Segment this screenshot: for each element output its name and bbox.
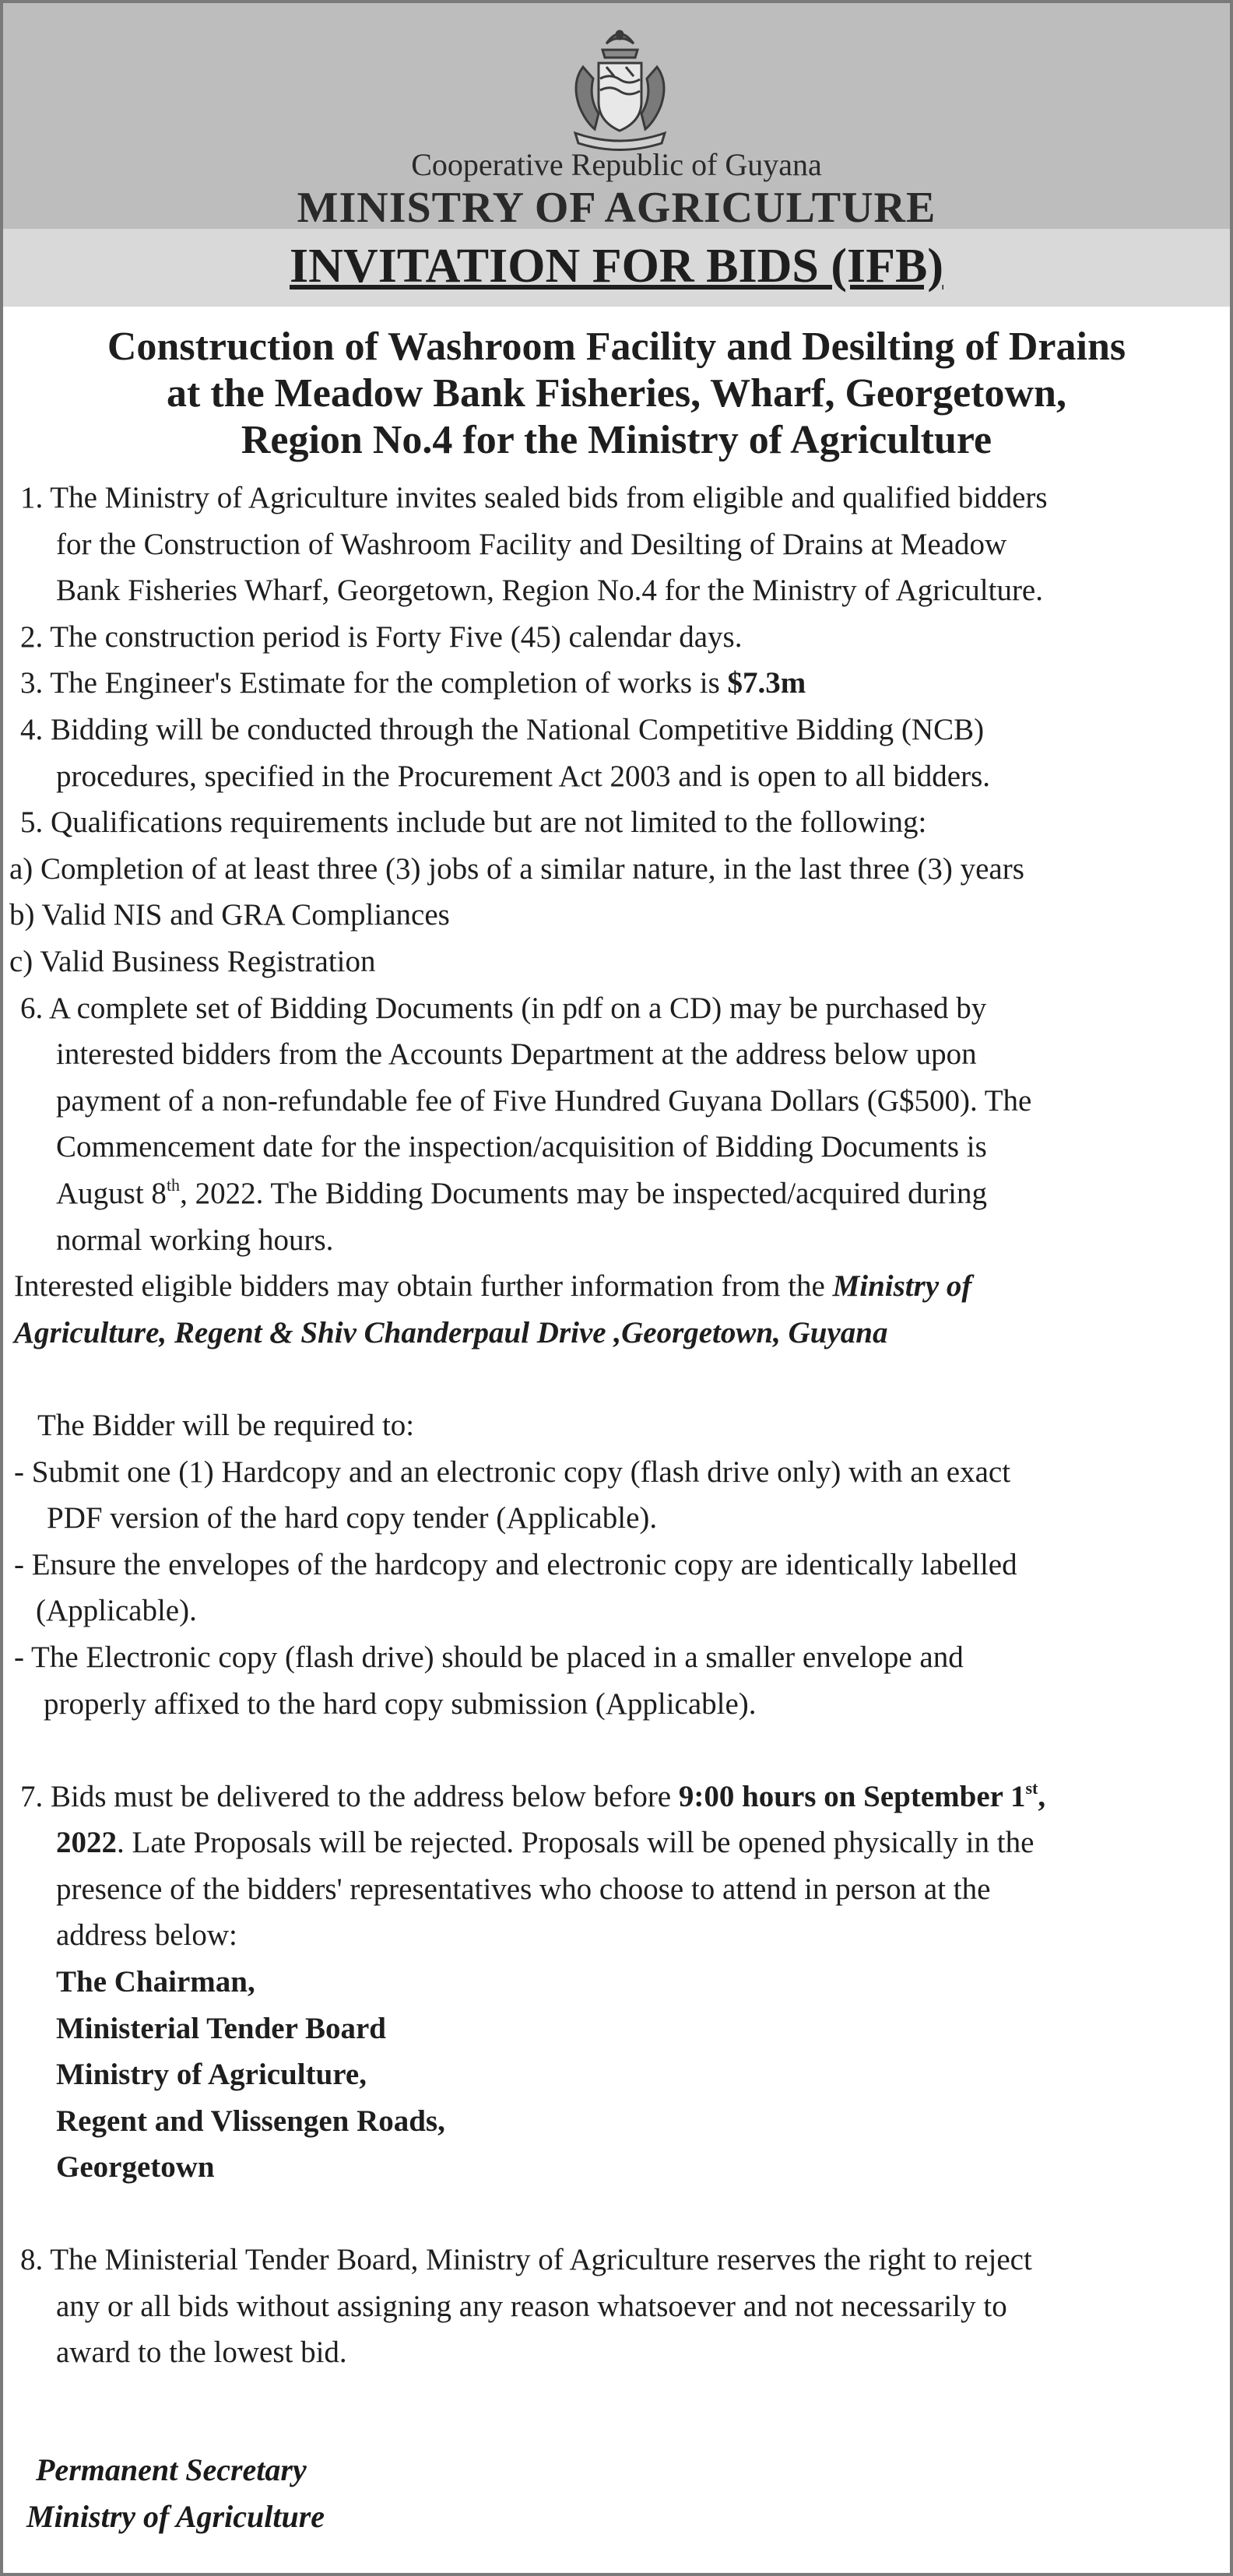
item-7-line xyxy=(56,1820,1034,1866)
coat-of-arms-icon xyxy=(564,20,676,153)
advertisement-page xyxy=(3,3,1230,2573)
project-title-line: at the Meadow Bank Fisheries, Wharf, Georgetown, xyxy=(167,371,1066,416)
address-line: Georgetown xyxy=(56,2150,215,2184)
address-line: The Chairman, xyxy=(56,1965,255,1999)
requirements-intro: The Bidder will be required to: xyxy=(37,1409,415,1442)
deadline-year: 2022 xyxy=(56,1826,117,1859)
item-7-text: 7. Bids must be delivered to the address below before xyxy=(20,1780,679,1813)
item-6-line: payment of a non-refundable fee of Five Hundred Guyana Dollars (G$500). The xyxy=(56,1084,1032,1118)
header-panel xyxy=(3,3,1230,307)
deadline: , xyxy=(1038,1780,1046,1813)
commencement-date: August 8 xyxy=(56,1177,167,1210)
item-6-line xyxy=(56,1170,987,1217)
address-line: Ministry of Agriculture, xyxy=(56,2058,367,2091)
item-4-line: 4. Bidding will be conducted through the National Competitive Bidding (NCB) xyxy=(20,713,985,746)
info-address: Agriculture, Regent & Shiv Chanderpaul Drive ,Georgetown, Guyana xyxy=(14,1316,888,1349)
ministry-name: MINISTRY OF AGRICULTURE xyxy=(297,184,936,232)
requirement-1: PDF version of the hard copy tender (Applicable). xyxy=(47,1501,658,1535)
country-name: Cooperative Republic of Guyana xyxy=(411,147,822,182)
item-3 xyxy=(20,660,806,707)
item-6-line: normal working hours. xyxy=(56,1223,334,1257)
project-title-line: Region No.4 for the Ministry of Agriculture xyxy=(241,418,992,462)
item-6-line: Commencement date for the inspection/acquisition of Bidding Documents is xyxy=(56,1130,987,1163)
requirement-3: - The Electronic copy (flash drive) should be placed in a smaller envelope and xyxy=(14,1641,964,1674)
requirement-2: (Applicable). xyxy=(36,1594,197,1627)
requirement-3: properly affixed to the hard copy submission (Applicable). xyxy=(44,1687,757,1721)
signatory-title: Permanent Secretary xyxy=(36,2452,307,2487)
item-7-text: . Late Proposals will be rejected. Proposals will be opened physically in the xyxy=(117,1826,1035,1859)
item-5c: c) Valid Business Registration xyxy=(9,945,376,978)
item-1-line: for the Construction of Washroom Facility and Desilting of Drains at Meadow xyxy=(56,528,1007,561)
item-5a: a) Completion of at least three (3) jobs of a similar nature, in the last three (3) years xyxy=(9,852,1024,886)
item-5b: b) Valid NIS and GRA Compliances xyxy=(9,898,450,932)
info-address: Ministry of xyxy=(832,1269,972,1303)
item-6-line: interested bidders from the Accounts Department at the address below upon xyxy=(56,1037,977,1071)
deadline: 9:00 hours on September 1 xyxy=(678,1780,1026,1813)
item-7-line xyxy=(20,1774,1045,1820)
item-6-line: 6. A complete set of Bidding Documents (in pdf on a CD) may be purchased by xyxy=(20,991,987,1025)
ordinal-suffix: st xyxy=(1025,1778,1038,1798)
address-line: Ministerial Tender Board xyxy=(56,2012,386,2045)
item-3-text: 3. The Engineer's Estimate for the completion of works is xyxy=(20,666,728,700)
item-1-line: 1. The Ministry of Agriculture invites sealed bids from eligible and qualified bidders xyxy=(20,481,1048,514)
item-8-line: 8. The Ministerial Tender Board, Ministry of Agriculture reserves the right to reject xyxy=(20,2243,1032,2276)
item-5: 5. Qualifications requirements include but are not limited to the following: xyxy=(20,805,927,839)
signature-block xyxy=(26,2447,325,2540)
item-4-line: procedures, specified in the Procurement Act 2003 and is open to all bidders. xyxy=(56,760,991,793)
item-8-line: award to the lowest bid. xyxy=(56,2336,347,2369)
project-title-line: Construction of Washroom Facility and Desilting of Drains xyxy=(107,325,1126,369)
estimate-amount: $7.3m xyxy=(727,666,806,700)
item-6-text: , 2022. The Bidding Documents may be inspected/acquired during xyxy=(180,1177,987,1210)
item-1-line: Bank Fisheries Wharf, Georgetown, Region No.4 for the Ministry of Agriculture. xyxy=(56,574,1043,607)
info-text: Interested eligible bidders may obtain further information from the xyxy=(14,1269,833,1303)
item-7-line: address below: xyxy=(56,1918,237,1952)
item-7-line: presence of the bidders' representatives who choose to attend in person at the xyxy=(56,1872,991,1906)
address-line: Regent and Vlissengen Roads, xyxy=(56,2104,445,2138)
requirement-1: - Submit one (1) Hardcopy and an electronic copy (flash drive only) with an exact xyxy=(14,1455,1011,1489)
item-8-line: any or all bids without assigning any reason whatsoever and not necessarily to xyxy=(56,2290,1007,2323)
signatory-ministry: Ministry of Agriculture xyxy=(26,2499,325,2534)
item-2: 2. The construction period is Forty Five (45) calendar days. xyxy=(20,620,743,654)
ifb-heading: INVITATION FOR BIDS (IFB) xyxy=(290,240,943,293)
requirement-2: - Ensure the envelopes of the hardcopy and electronic copy are identically labelled xyxy=(14,1548,1017,1581)
project-title xyxy=(3,324,1230,464)
info-line xyxy=(14,1263,971,1310)
ordinal-suffix: th xyxy=(166,1175,181,1195)
